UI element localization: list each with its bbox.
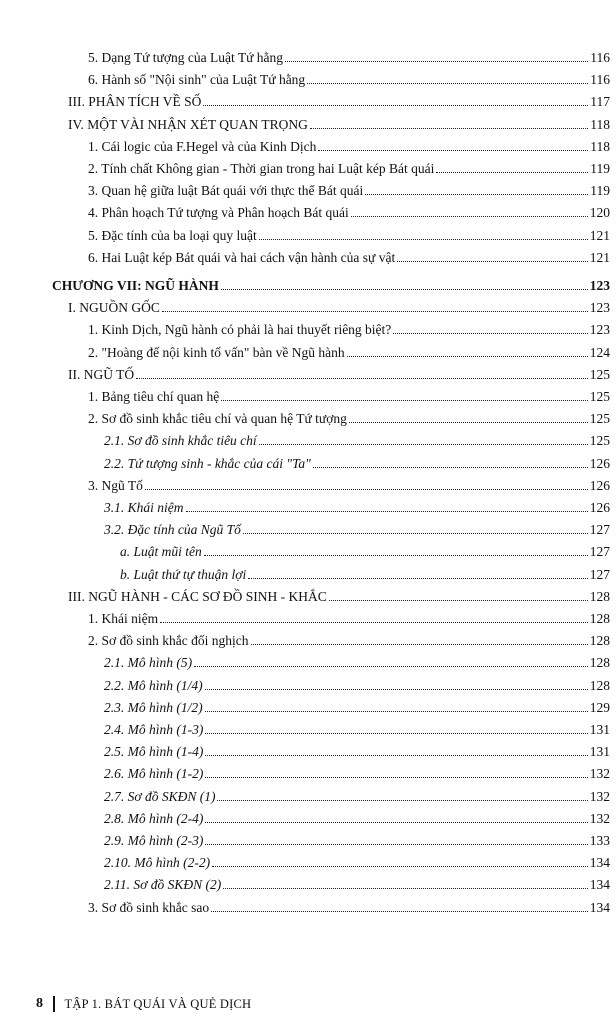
toc-entry-title: 2.7. Sơ đồ SKĐN (1)	[104, 788, 216, 804]
dot-leader	[259, 444, 588, 445]
toc-entry-page: 128	[589, 655, 610, 671]
toc-entry	[104, 450, 610, 472]
toc-entry	[104, 783, 610, 805]
toc-entry-title: 2.2. Mô hình (1/4)	[104, 677, 203, 693]
toc-entry-page: 121	[589, 249, 610, 265]
toc-entry	[104, 827, 610, 849]
toc-entry-title: 2.3. Mô hình (1/2)	[104, 699, 203, 715]
dot-leader	[205, 733, 587, 734]
toc-entry	[104, 871, 610, 893]
toc-entry-page: 119	[590, 161, 610, 176]
toc-entry-title: 5. Đặc tính của ba loại quy luật	[88, 227, 257, 243]
toc-entry-title: 2. Sơ đồ sinh khắc đối nghịch	[88, 633, 249, 649]
toc-entry-page: 116	[590, 72, 610, 88]
toc-entry-page: 119	[590, 183, 610, 199]
toc-entry	[88, 894, 610, 916]
toc-entry-page: 123	[589, 322, 610, 338]
footer-divider	[53, 996, 55, 1012]
dot-leader	[145, 489, 588, 490]
dot-leader	[194, 666, 588, 667]
toc-entry-title: 2. Tính chất Không gian - Thời gian trong hai Luật kép Bát quái	[88, 161, 435, 176]
toc-entry-page: 123	[589, 278, 610, 293]
toc-entry-page: 123	[589, 300, 610, 316]
dot-leader	[136, 378, 588, 379]
toc-entry	[88, 316, 610, 338]
toc-entry-title: 5. Dạng Tứ tượng của Luật Tứ hằng	[88, 50, 284, 65]
dot-leader	[205, 777, 587, 778]
dot-leader	[205, 844, 587, 845]
toc-entry-page: 132	[589, 766, 610, 782]
toc-entry-page: 128	[589, 588, 610, 604]
toc-entry-page: 129	[589, 699, 610, 715]
toc-entry-page: 134	[589, 855, 610, 871]
dot-leader	[436, 172, 588, 173]
toc-entry	[88, 66, 610, 88]
dot-leader	[212, 866, 588, 867]
dot-leader	[347, 356, 588, 357]
toc-entry-page: 125	[589, 366, 610, 382]
toc-entry-page: 134	[589, 877, 610, 893]
toc-entry	[88, 383, 610, 405]
toc-entry-title: 3. Quan hệ giữa luật Bát quái với thực thể Bát quái	[88, 183, 364, 199]
dot-leader	[205, 711, 588, 712]
toc-entry-title: 2.2. Tứ tượng sinh - khắc của cái "Ta"	[104, 455, 311, 471]
toc-entry-page: 127	[589, 522, 610, 538]
dot-leader	[259, 239, 588, 240]
toc-entry-page: 128	[589, 611, 610, 626]
dot-leader	[251, 644, 588, 645]
toc-entry	[120, 538, 610, 560]
dot-leader	[243, 533, 588, 534]
toc-entry-title: IV. MỘT VÀI NHẬN XÉT QUAN TRỌNG	[68, 116, 308, 132]
toc-entry-title: 3. Ngũ Tố	[88, 477, 143, 493]
dot-leader	[217, 800, 587, 801]
toc-entry-page: 127	[589, 566, 610, 582]
toc-entry-title: 2. Sơ đồ sinh khắc tiêu chí và quan hệ Tứ tượng	[88, 411, 347, 427]
toc-entry	[120, 561, 610, 583]
toc-entry-page: 131	[589, 722, 610, 737]
toc-entry	[104, 760, 610, 782]
dot-leader	[211, 911, 588, 912]
dot-leader	[313, 467, 588, 468]
toc-entry-page: 131	[589, 744, 610, 760]
toc-entry-page: 125	[589, 433, 610, 449]
toc-entry	[88, 472, 610, 494]
dot-leader	[393, 333, 587, 334]
toc-entry-title: 2.8. Mô hình (2-4)	[104, 810, 204, 826]
page-footer	[36, 996, 251, 1012]
toc-entry	[88, 199, 610, 221]
toc-entry-page: 125	[589, 389, 610, 404]
toc-entry-page: 126	[589, 500, 610, 515]
toc-entry-title: 2. "Hoàng đế nội kinh tố vấn" bàn về Ngũ hành	[88, 344, 345, 360]
toc-entry-title: 2.1. Mô hình (5)	[104, 655, 193, 671]
toc-entry-page: 132	[589, 788, 610, 804]
toc-entry	[88, 44, 610, 66]
dot-leader	[160, 622, 588, 623]
toc-entry-title: 3. Sơ đồ sinh khắc sao	[88, 899, 210, 915]
toc-entry	[68, 583, 610, 605]
toc-entry-page: 120	[589, 205, 610, 221]
toc-entry	[104, 427, 610, 449]
toc-entry	[88, 339, 610, 361]
dot-leader	[162, 311, 588, 312]
toc-entry-title: II. NGŨ TỐ	[68, 366, 135, 382]
toc-entry-title: I. NGUỒN GỐC	[68, 300, 160, 316]
dot-leader	[223, 888, 588, 889]
dot-leader	[221, 400, 588, 401]
toc-entry	[104, 738, 610, 760]
toc-entry-title: 6. Hành số "Nội sinh" của Luật Tứ hằng	[88, 72, 306, 88]
toc-entry	[68, 111, 610, 133]
toc-entry	[88, 605, 610, 627]
toc-entry-page: 118	[590, 138, 610, 154]
toc-entry	[88, 222, 610, 244]
dot-leader	[349, 422, 588, 423]
toc-entry-title: 2.5. Mô hình (1-4)	[104, 744, 204, 760]
toc-entry-page: 128	[589, 677, 610, 693]
toc-entry-page: 118	[590, 116, 610, 132]
dot-leader	[318, 150, 588, 151]
dot-leader	[307, 83, 588, 84]
toc-entry	[104, 694, 610, 716]
toc-entry	[104, 716, 610, 738]
toc-entry-title: 1. Khái niệm	[88, 611, 159, 626]
toc-entry	[104, 805, 610, 827]
toc-entry-page: 116	[590, 50, 610, 65]
dot-leader	[365, 194, 588, 195]
toc-entry-page: 132	[589, 810, 610, 826]
toc-entry	[88, 405, 610, 427]
toc-entry-title: 2.9. Mô hình (2-3)	[104, 833, 204, 848]
toc-entry-page: 126	[589, 477, 610, 493]
toc-entry-title: 2.10. Mô hình (2-2)	[104, 855, 211, 871]
toc-entry-title: III. NGŨ HÀNH - CÁC SƠ ĐỒ SINH - KHẮC	[68, 588, 327, 604]
toc-entry-page: 121	[589, 227, 610, 243]
toc-entry	[88, 627, 610, 649]
dot-leader	[204, 555, 588, 556]
toc-entry-title: b. Luật thứ tự thuận lợi	[120, 566, 247, 582]
toc-entry-title: 2.11. Sơ đồ SKĐN (2)	[104, 877, 222, 893]
dot-leader	[205, 822, 587, 823]
toc-entry-title: 3.1. Khái niệm	[104, 500, 184, 515]
toc-entry-title: 3.2. Đặc tính của Ngũ Tố	[104, 522, 241, 538]
dot-leader	[205, 689, 588, 690]
toc-entry-title: CHƯƠNG VII: NGŨ HÀNH	[52, 278, 219, 293]
toc-entry-page: 127	[589, 544, 610, 560]
toc-entry	[88, 177, 610, 199]
dot-leader	[221, 289, 588, 290]
toc-entry-title: 1. Kinh Dịch, Ngũ hành có phải là hai thuyết riêng biệt?	[88, 322, 392, 338]
toc-entry-page: 133	[589, 833, 610, 848]
dot-leader	[397, 261, 588, 262]
toc-entry	[104, 494, 610, 516]
toc-entry-title: 2.1. Sơ đồ sinh khắc tiêu chí	[104, 433, 257, 449]
toc-entry	[88, 155, 610, 177]
toc-entry	[68, 294, 610, 316]
toc-entry	[104, 849, 610, 871]
dot-leader	[203, 105, 588, 106]
toc-entry-title: 1. Bảng tiêu chí quan hệ	[88, 389, 220, 404]
toc-entry	[104, 649, 610, 671]
toc-entry	[68, 88, 610, 110]
toc-entry-title: 2.4. Mô hình (1-3)	[104, 722, 204, 737]
toc-entry-page: 124	[589, 344, 610, 360]
dot-leader	[248, 578, 588, 579]
toc-entry-page: 128	[589, 633, 610, 649]
toc-entry-title: 1. Cái logic của F.Hegel và của Kinh Dịch	[88, 138, 317, 154]
dot-leader	[186, 511, 588, 512]
toc-entry-title: 6. Hai Luật kép Bát quái và hai cách vận hành của sự vật	[88, 249, 396, 265]
toc-entry-page: 117	[590, 94, 610, 110]
dot-leader	[205, 755, 587, 756]
toc-entry-page: 125	[589, 411, 610, 427]
toc-entry	[104, 516, 610, 538]
dot-leader	[285, 61, 588, 62]
page-number: 8	[36, 996, 43, 1011]
toc-entry-title: a. Luật mũi tên	[120, 544, 202, 560]
toc-entry	[88, 244, 610, 266]
dot-leader	[329, 600, 588, 601]
toc-entry-title: 4. Phân hoạch Tứ tượng và Phân hoạch Bát quái	[88, 205, 349, 221]
book-title: TẬP 1. BÁT QUÁI VÀ QUẺ DỊCH	[64, 996, 252, 1011]
toc-entry	[52, 272, 610, 294]
toc-entry-title: 2.6. Mô hình (1-2)	[104, 766, 204, 782]
toc-entry-page: 134	[589, 899, 610, 915]
dot-leader	[310, 128, 588, 129]
toc-entry-title: III. PHÂN TÍCH VỀ SỐ	[68, 94, 202, 110]
toc-entry	[68, 361, 610, 383]
dot-leader	[351, 216, 588, 217]
toc-entry-page: 126	[589, 455, 610, 471]
toc-entry	[88, 133, 610, 155]
toc-entry	[104, 672, 610, 694]
